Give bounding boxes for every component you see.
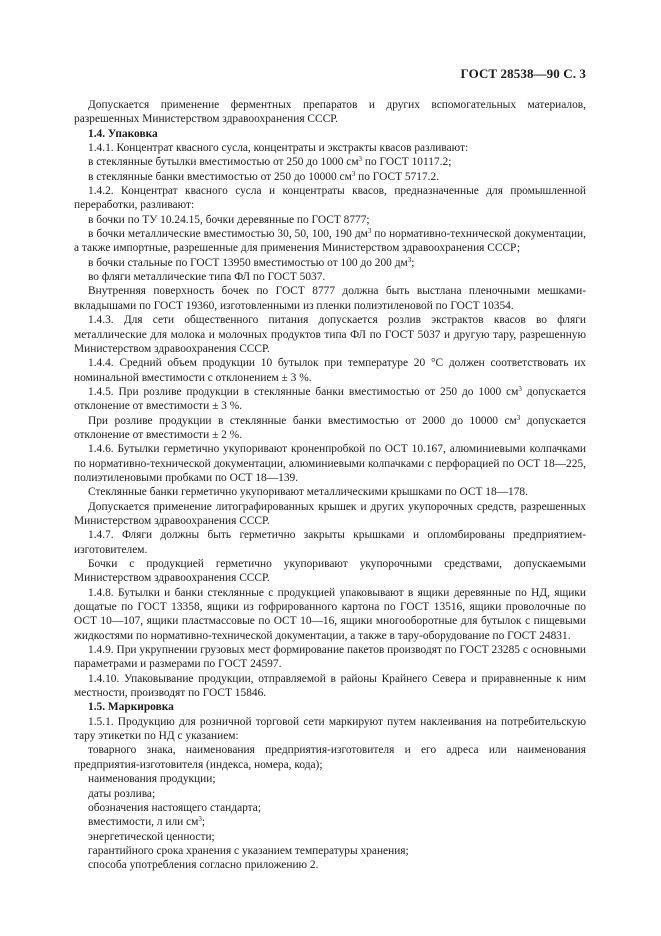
paragraph: 1.4.3. Для сети общественного питания допускается розлив экстрактов квасов во фляги металлические для молока и молочных продуктов типа ФЛ по ГОСТ 5037 и другую тару, разрешенную Министерством здравоохранения СССР. bbox=[74, 314, 586, 355]
paragraph: При розливе продукции в стеклянные банки вместимостью от 2000 до 10000 $см^3$ допускается отклонение от вместимости ± 2 %. bbox=[74, 413, 586, 441]
paragraph: товарного знака, наименования предприятия-изготовителя и его адреса или наименования предприятия-изготовителя (индекса, номера, кода); bbox=[74, 744, 586, 771]
paragraph: 1.4.7. Фляги должны быть герметично закрыты крышками и опломбированы предприятием-изготовителем. bbox=[74, 529, 586, 556]
paragraph: в стеклянные банки вместимостью от 250 до 10000 $см^3$ по ГОСТ 5717.2. bbox=[88, 169, 440, 183]
paragraph: наименования продукции; bbox=[88, 773, 216, 786]
page-header: ГОСТ 28538—90 С. 3 bbox=[460, 66, 586, 81]
section-heading: 1.4. Упаковка bbox=[88, 127, 158, 140]
paragraph: Стеклянные банки герметично укупоривают металлическими крышками по ОСТ 18—178. bbox=[88, 486, 528, 499]
paragraph: Допускается применение литографированных крышек и других укупорочных средств, разрешенных Министерством здравоохранения СССР. bbox=[74, 500, 586, 527]
paragraph: 1.4.1. Концентрат квасного сусла, концентраты и экстракты квасов разливают: bbox=[88, 142, 469, 155]
paragraph: 1.4.8. Бутылки и банки стеклянные с продукцией упаковывают в ящики деревянные по НД, ящики дощатые по ГОСТ 13358, ящики из гофрированного картона по ГОСТ 13516, ящики проволочные по ОСТ 10—107, ящики пластмассовые по ОСТ 10—16, ящики многооборотные для бутылок с пищевыми жидкостями по нормативно-технической документации, а также в тару-оборудование по ГОСТ 24831. bbox=[74, 586, 586, 642]
section-heading: 1.5. Маркировка bbox=[88, 701, 174, 714]
paragraph: 1.4.9. При укрупнении грузовых мест формирование пакетов производят по ГОСТ 23285 с основными параметрами и размерами по ГОСТ 24597. bbox=[74, 644, 586, 671]
paragraph: способа употребления согласно приложению 2. bbox=[88, 859, 319, 872]
paragraph: 1.5.1. Продукцию для розничной торговой сети маркируют путем наклеивания на потребительскую тару этикетки по НД с указанием: bbox=[74, 715, 586, 743]
paragraph: Внутренняя поверхность бочек по ГОСТ 8777 должна быть выстлана пленочными мешками-вкладышами по ГОСТ 19360, изготовленными из пленки полиэтиленовой по ГОСТ 10354. bbox=[74, 285, 586, 312]
paragraph: 1.4.6. Бутылки герметично укупоривают кроненпробкой по ОСТ 10.167, алюминиевыми колпачками по нормативно-технической документации, алюминиевыми колпачками с перфорацией по ОСТ 18—225, полиэтиленовыми пробками по ОСТ 18—139. bbox=[74, 443, 586, 484]
paragraph: даты розлива; bbox=[88, 787, 156, 800]
paragraph: в бочки стальные по ГОСТ 13950 вместимостью от 100 до 200 $дм^3$; bbox=[88, 255, 415, 269]
paragraph: 1.4.10. Упаковывание продукции, отправляемой в районы Крайнего Севера и приравненные к ним местности, производят по ГОСТ 15846. bbox=[74, 672, 586, 700]
paragraph: в бочки по ТУ 10.24.15, бочки деревянные по ГОСТ 8777; bbox=[88, 213, 370, 226]
paragraph: Бочки с продукцией герметично укупоривают укупорочными средствами, допускаемыми Министерством здравоохранения СССР. bbox=[74, 558, 586, 585]
paragraph: вместимости, л или $см^3$; bbox=[88, 815, 206, 829]
paragraph: в бочки металлические вместимостью 30, 50, 100, 190 $дм^3$ по нормативно-технической документации, а также импортные, разрешенные для применения Министерством здравоохранения СССР; bbox=[74, 227, 586, 255]
paragraph: во фляги металлические типа ФЛ по ГОСТ 5037. bbox=[88, 271, 326, 284]
paragraph: обозначения настоящего стандарта; bbox=[88, 801, 262, 814]
paragraph: 1.4.5. При розливе продукции в стеклянные банки вместимостью от 250 до 1000 $см^3$ допускается отклонение от вместимости ± 3 %. bbox=[74, 384, 586, 413]
paragraph: 1.4.4. Средний объем продукции 10 бутылок при температуре 20 °С должен соответствовать их номинальной вместимости с отклонением ± 3 %. bbox=[74, 357, 586, 384]
paragraph: в стеклянные бутылки вместимостью от 250 до 1000 $см^3$ по ГОСТ 10117.2; bbox=[88, 155, 452, 169]
paragraph: гарантийного срока хранения с указанием температуры хранения; bbox=[88, 844, 409, 857]
paragraph: энергетической ценности; bbox=[88, 830, 215, 843]
paragraph: 1.4.2. Концентрат квасного сусла и концентраты квасов, предназначенные для промышленной переработки, разливают: bbox=[74, 185, 586, 212]
paragraph: Допускается применение ферментных препаратов и других вспомогательных материалов, разрешенных Министерством здравоохранения СССР. bbox=[74, 99, 586, 126]
document-body bbox=[74, 98, 586, 873]
